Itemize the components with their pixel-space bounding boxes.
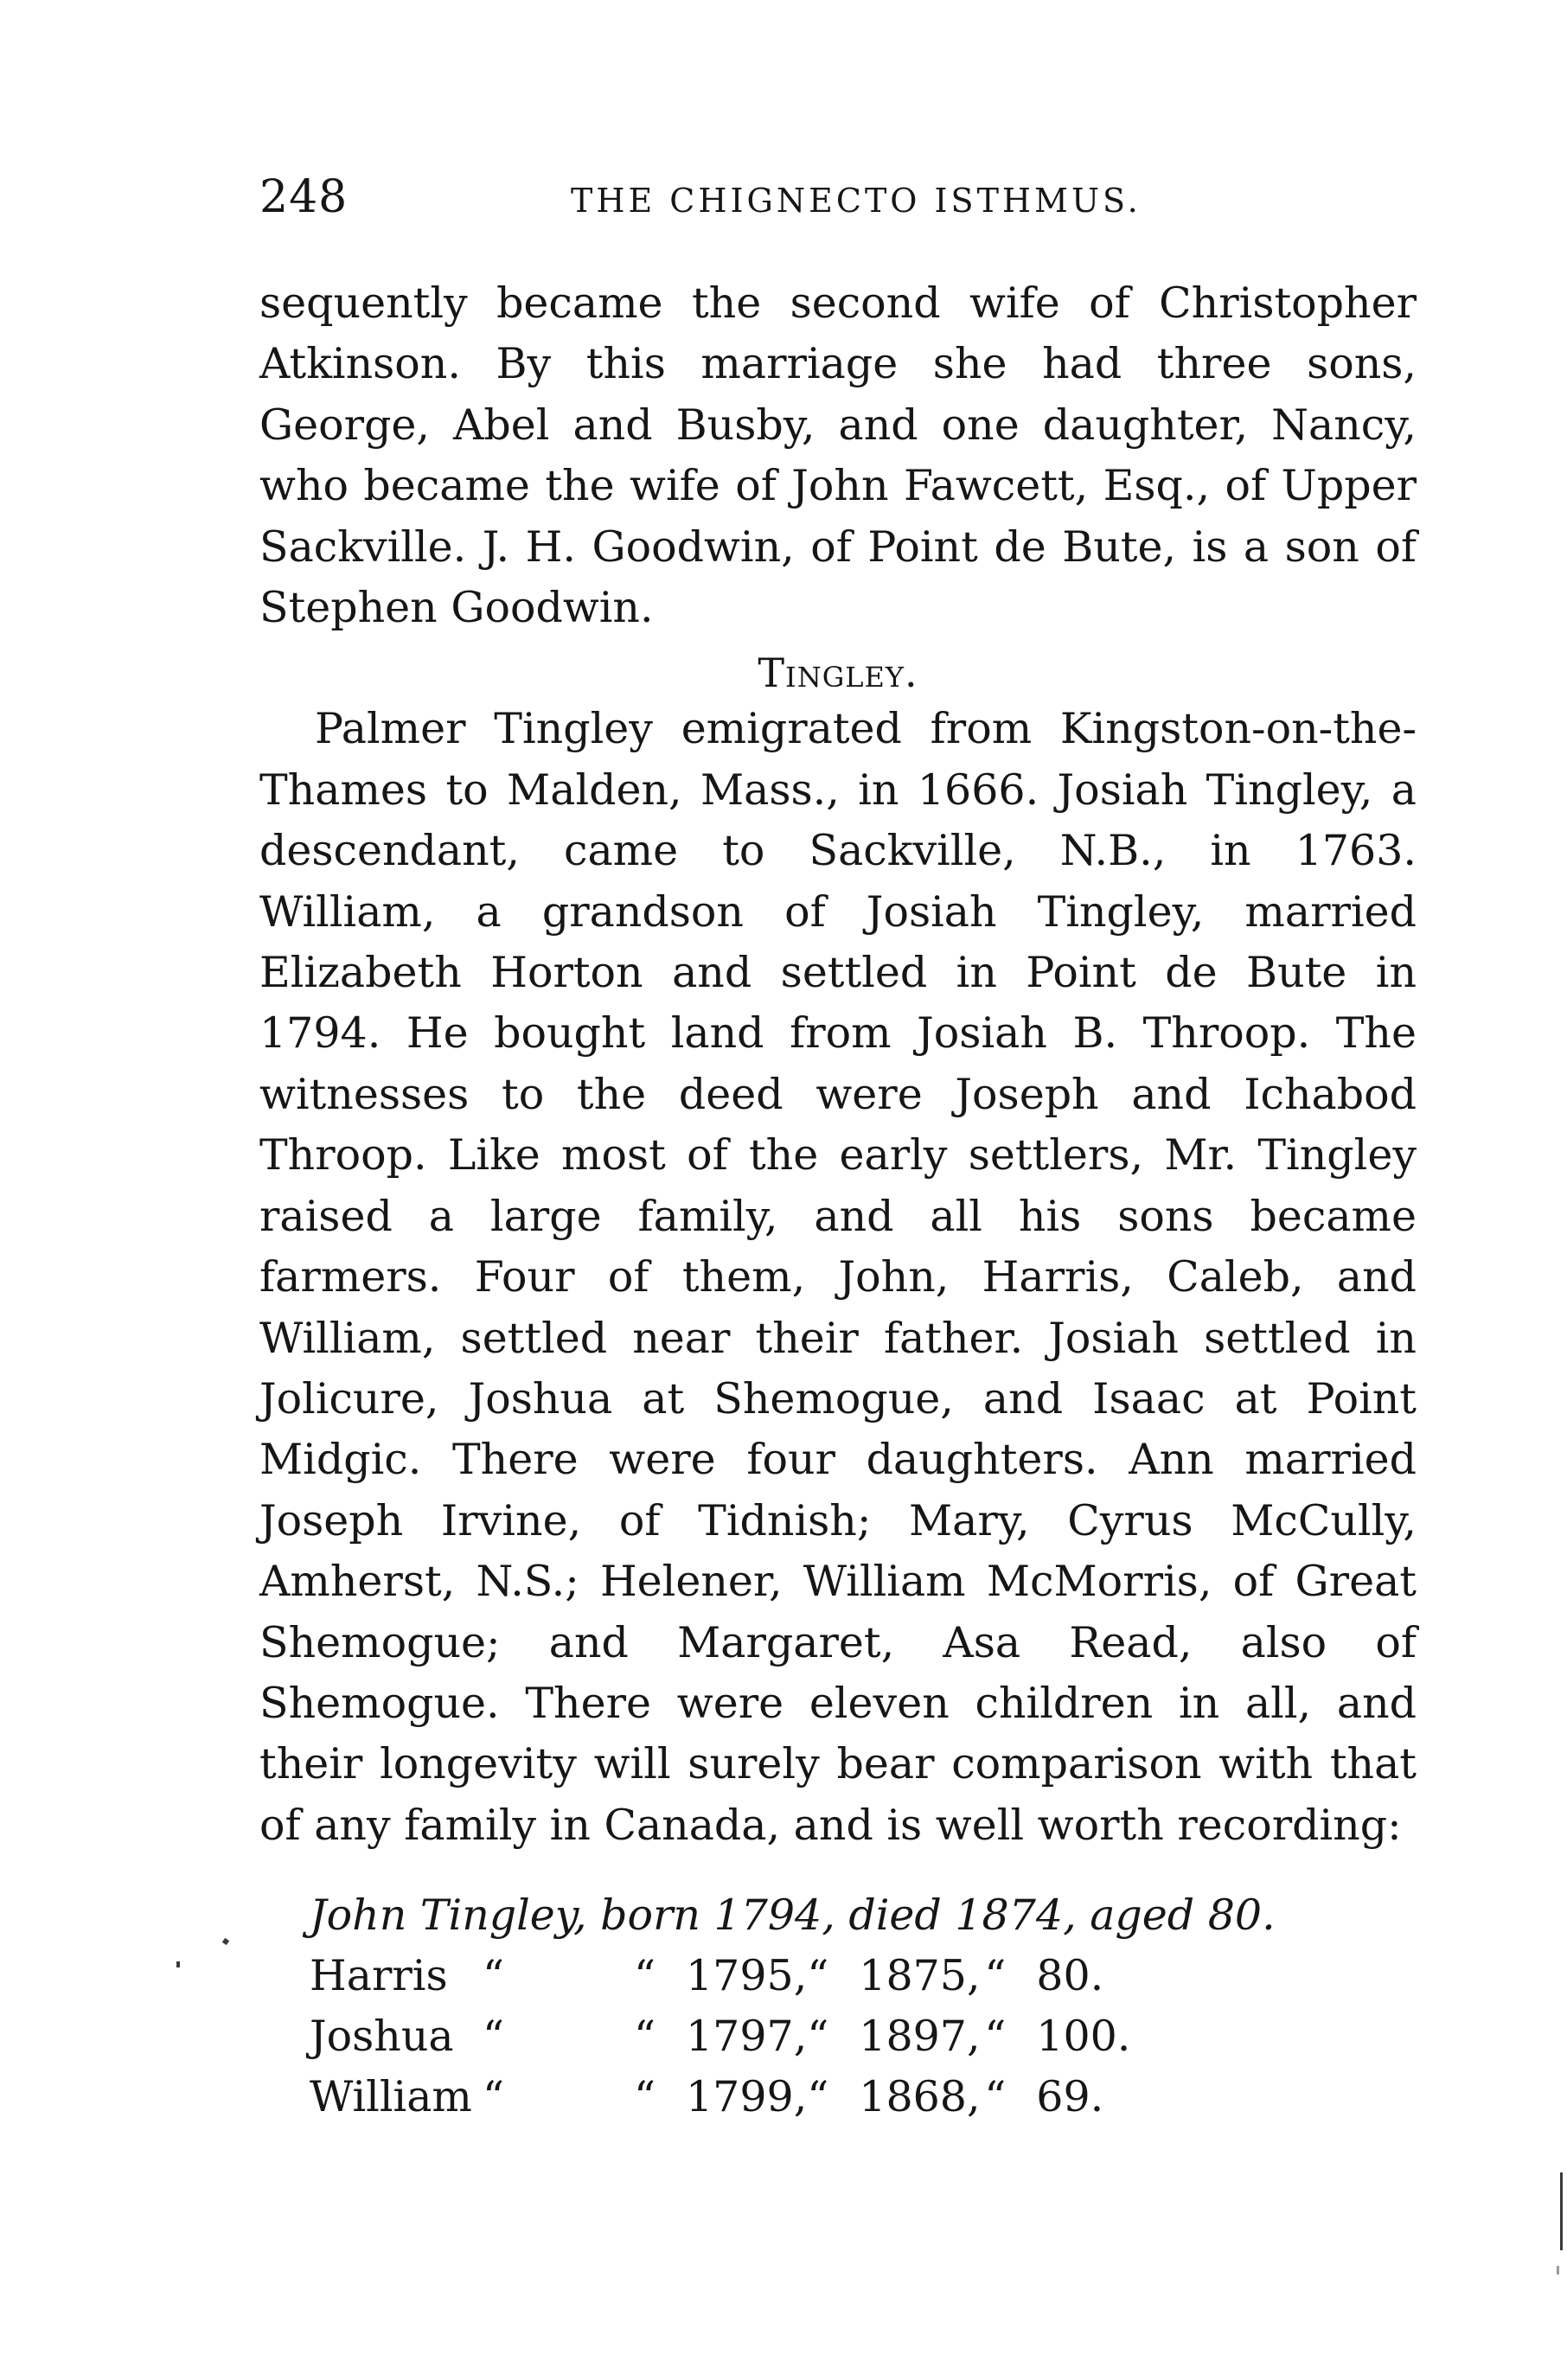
scan-speck: [1557, 2266, 1559, 2274]
ditto-mark: “: [807, 1951, 829, 2000]
ditto-mark: “: [984, 2012, 1007, 2061]
scan-speck: [176, 1961, 180, 1967]
page-header: [259, 171, 1418, 240]
ditto-mark: “: [483, 2012, 505, 2061]
ditto-mark: “: [807, 2072, 829, 2121]
ditto-mark: “: [984, 1951, 1007, 2000]
lifespan-born: 1797,: [686, 2012, 808, 2061]
running-title: THE CHIGNECTO ISTHMUS.: [571, 182, 1142, 220]
ditto-mark: “: [483, 2072, 505, 2121]
ditto-mark: “: [483, 1951, 505, 2000]
table-row: [310, 1946, 1130, 2006]
ditto-mark: “: [807, 2012, 829, 2061]
lifespan-born: 1799,: [686, 2072, 808, 2121]
lifespan-name: Joshua: [310, 2012, 454, 2061]
ditto-mark: “: [634, 2072, 656, 2121]
paragraph-continued: sequently became the second wife of Christopher Atkinson. By this marriage she had three sons, George, Abel and Busby, and one daughter, Nancy, who became the wife of John Fawcett, Esq., of Upper Sackville. J. H. Goodwin, of Point de Bute, is a son of Stephen Goodwin.: [259, 278, 1417, 633]
scan-line: [1560, 2172, 1563, 2250]
lifespan-aged: 80.: [1036, 1951, 1104, 2000]
lifespan-aged: 100.: [1036, 2012, 1131, 2061]
scan-speck: [222, 1938, 229, 1945]
lifespan-died: 1868,: [859, 2072, 981, 2121]
lifespan-died: 1897,: [859, 2012, 981, 2061]
lifespan-name: Harris: [310, 1951, 448, 2000]
lifespan-died: 1875,: [859, 1951, 981, 2000]
lifespan-born: 1795,: [686, 1951, 808, 2000]
paragraph-tingley: Palmer Tingley emigrated from Kingston-on-the-Thames to Malden, Mass., in 1666. Josiah Tingley, a descendant, came to Sackville, N.B., in 1763. William, a grandson of Josiah Tingley, married Elizabeth Horton and settled in Point de Bute in 1794. He bought land from Josiah B. Throop. The witnesses to the deed were Joseph and Ichabod Throop. Like most of the early settlers, Mr. Tingley raised a large family, and all his sons became farmers. Four of them, John, Harris, Caleb, and William, settled near their father. Josiah settled in Jolicure, Joshua at Shemogue, and Isaac at Point Midgic. There were four daughters. Ann married Joseph Irvine, of Tidnish; Mary, Cyrus McCully, Amherst, N.S.; Helener, William McMorris, of Great Shemogue; and Margaret, Asa Read, also of Shemogue. There were eleven children in all, and their longevity will surely bear comparison with that of any family in Canada, and is well worth recording:: [259, 704, 1417, 1850]
body-text: [259, 273, 1417, 1856]
lifespan-name: William: [310, 2072, 472, 2121]
table-row: [310, 2006, 1130, 2067]
table-row: [310, 2067, 1130, 2127]
ditto-mark: “: [984, 2072, 1007, 2121]
page-number: 248: [259, 171, 349, 223]
lifespans-list: [310, 1885, 1276, 2127]
lifespans-table: [310, 1946, 1130, 2127]
ditto-mark: “: [634, 1951, 656, 2000]
lifespan-aged: 69.: [1036, 2072, 1104, 2121]
lifespan-first-line: John Tingley, born 1794, died 1874, aged 80.: [310, 1891, 1276, 1940]
ditto-mark: “: [634, 2012, 656, 2061]
section-heading: Tingley.: [758, 649, 918, 697]
